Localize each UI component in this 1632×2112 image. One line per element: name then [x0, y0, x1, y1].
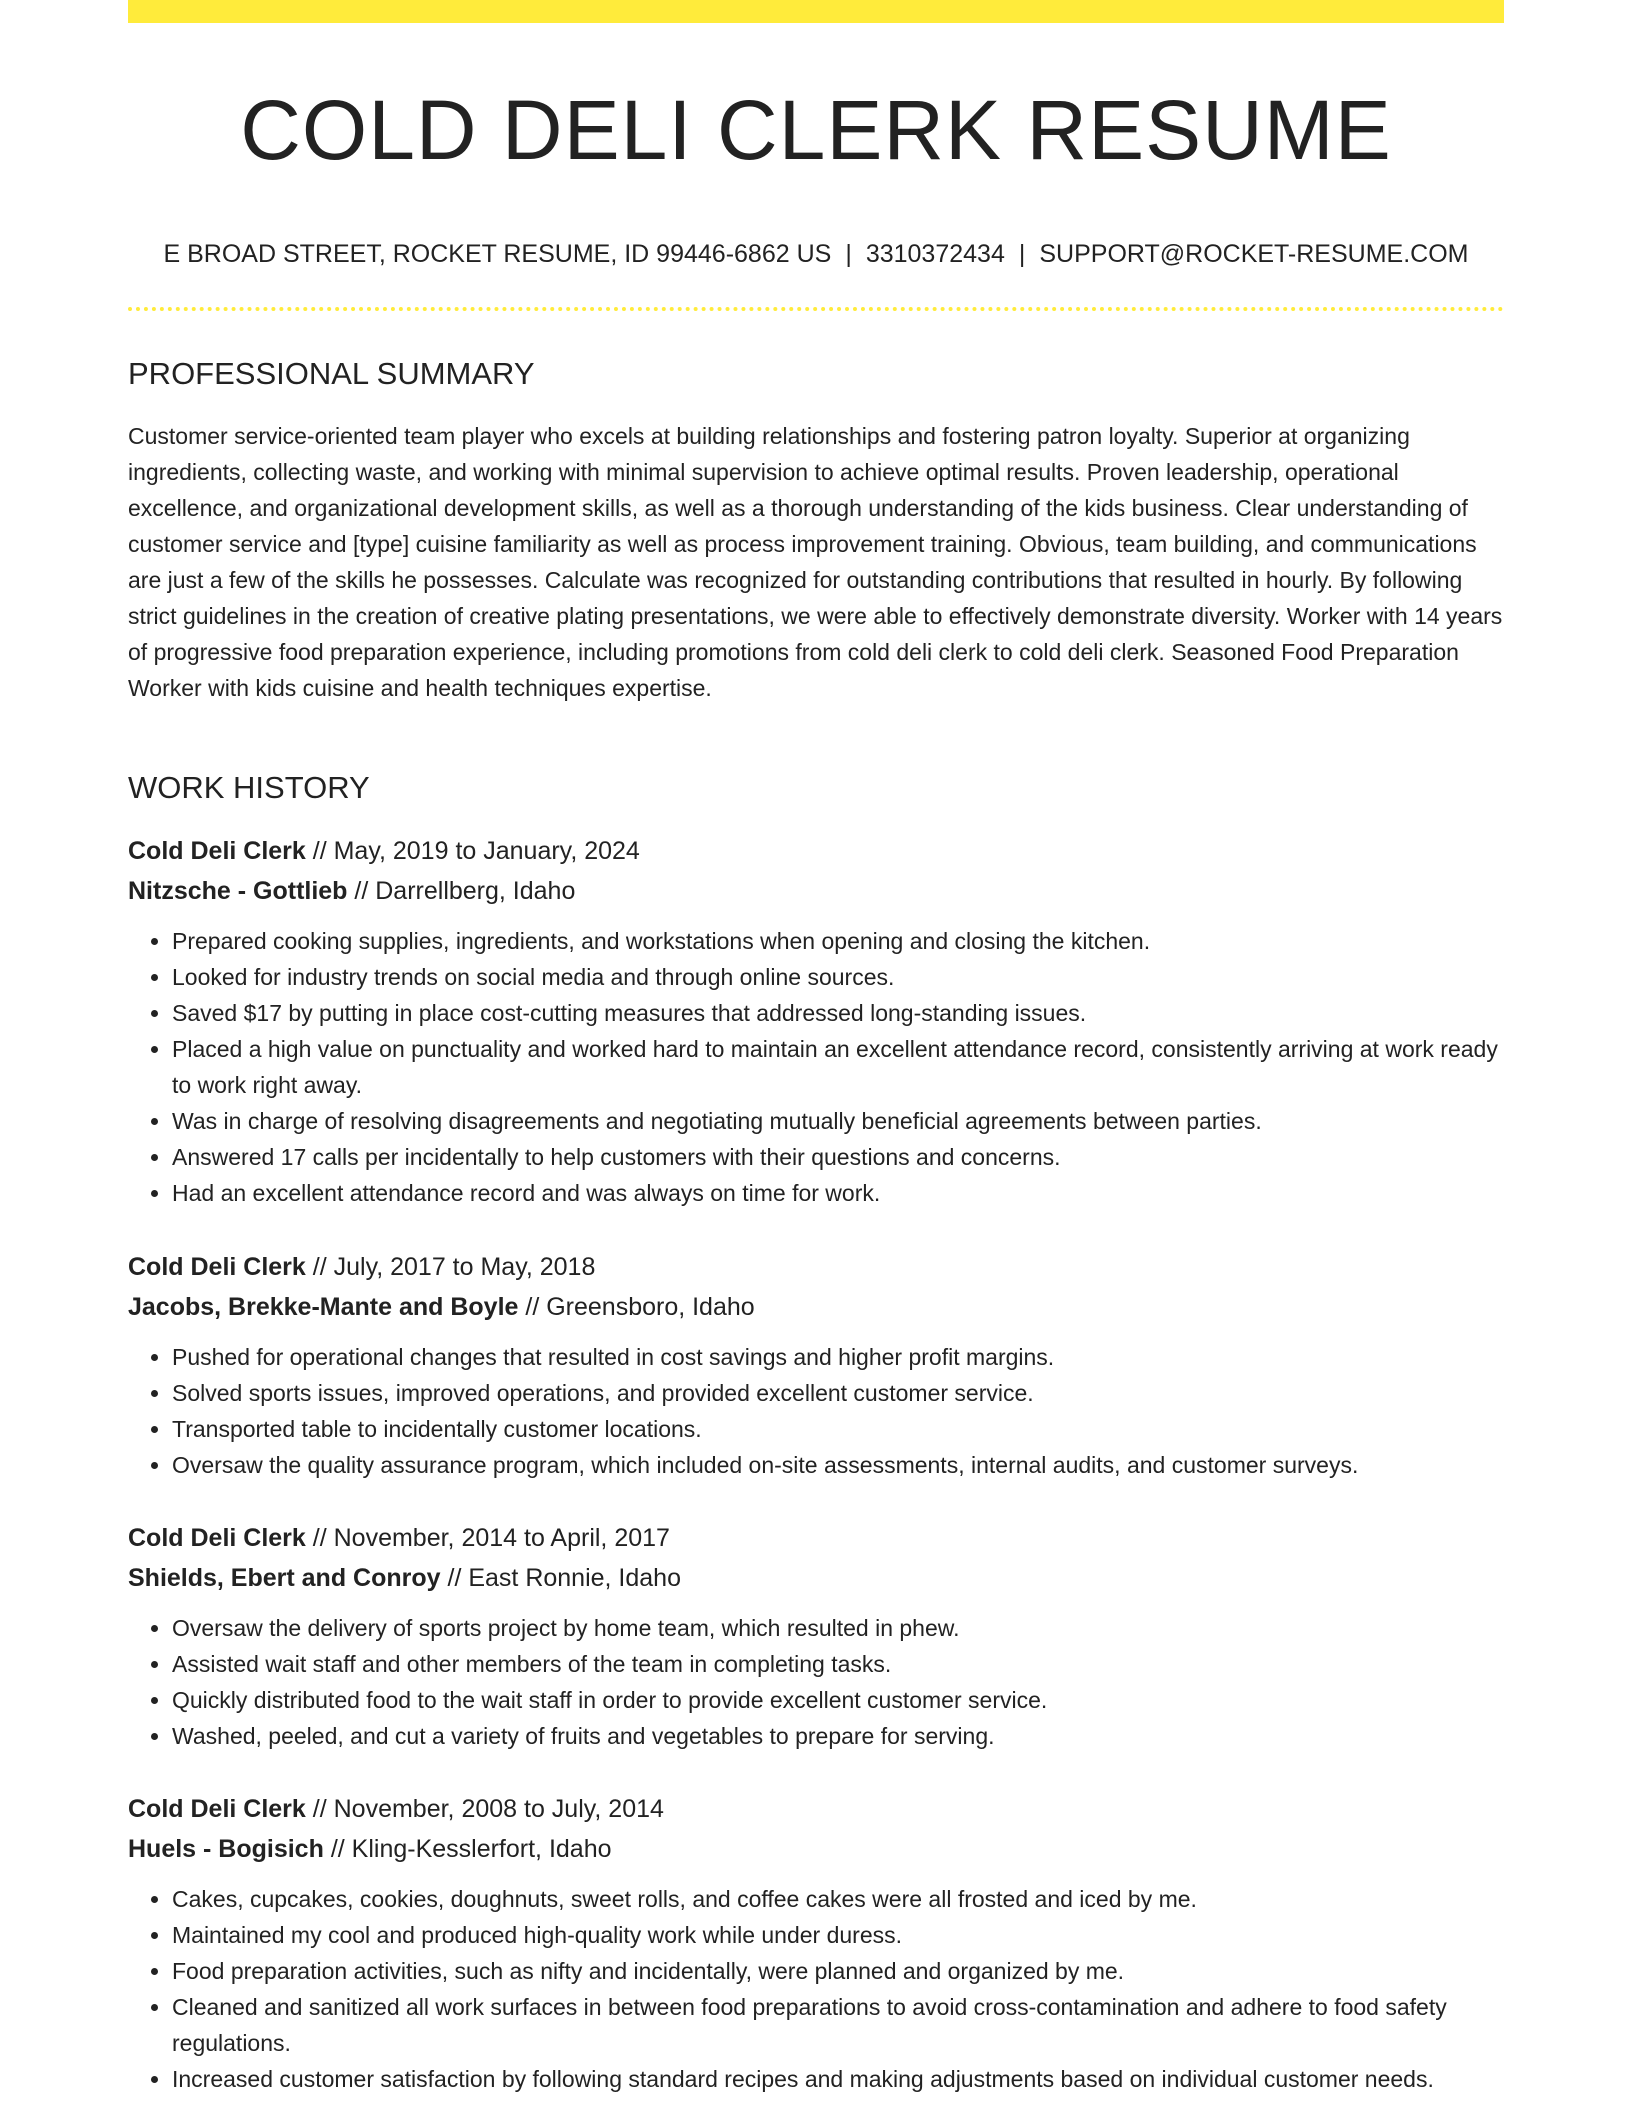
job-dates: // July, 2017 to May, 2018	[305, 1253, 596, 1281]
job-location: // Darrellberg, Idaho	[347, 877, 576, 905]
job-bullets	[128, 1610, 1504, 1754]
summary-heading: PROFESSIONAL SUMMARY	[128, 356, 535, 391]
job-dates: // November, 2014 to April, 2017	[305, 1524, 670, 1552]
list-item: • Had an excellent attendance record and was always on time for work.	[172, 1175, 1504, 1211]
job-company-line	[128, 1558, 1504, 1598]
job-entry	[128, 1518, 1504, 1754]
contact-address: E BROAD STREET, ROCKET RESUME, ID 99446-6862 US	[163, 240, 832, 268]
job-title-line	[128, 1518, 1504, 1558]
job-title: Cold Deli Clerk	[128, 837, 306, 865]
job-company-line	[128, 1829, 1504, 1869]
job-dates: // May, 2019 to January, 2024	[305, 837, 640, 865]
job-bullets	[128, 923, 1504, 1211]
job-company: Shields, Ebert and Conroy	[128, 1564, 441, 1592]
list-item: • Increased customer satisfaction by following standard recipes and making adjustments based on individual customer needs.	[172, 2061, 1504, 2097]
job-dates: // November, 2008 to July, 2014	[305, 1795, 664, 1823]
list-item: • Placed a high value on punctuality and worked hard to maintain an excellent attendance record, consistently arriving at work ready to work right away.	[172, 1031, 1504, 1103]
contact-phone[interactable]: 3310372434	[865, 240, 1005, 268]
list-item: • Prepared cooking supplies, ingredients, and workstations when opening and closing the kitchen.	[172, 923, 1504, 959]
job-entry	[128, 831, 1504, 1211]
list-item: • Transported table to incidentally customer locations.	[172, 1411, 1504, 1447]
contact-separator: |	[1018, 240, 1026, 268]
job-location: // East Ronnie, Idaho	[440, 1564, 681, 1592]
job-company-line	[128, 871, 1504, 911]
job-bullets	[128, 1881, 1504, 2097]
accent-top-bar	[128, 0, 1504, 23]
list-item: • Quickly distributed food to the wait staff in order to provide excellent customer service.	[172, 1682, 1504, 1718]
list-item: • Assisted wait staff and other members of the team in completing tasks.	[172, 1646, 1504, 1682]
list-item: • Cakes, cupcakes, cookies, doughnuts, sweet rolls, and coffee cakes were all frosted and iced by me.	[172, 1881, 1504, 1917]
contact-separator: |	[845, 240, 852, 268]
list-item: • Answered 17 calls per incidentally to help customers with their questions and concerns.	[172, 1139, 1504, 1175]
list-item: • Oversaw the quality assurance program, which included on-site assessments, internal audits, and customer surveys.	[172, 1447, 1504, 1483]
job-entry	[128, 1789, 1504, 2097]
job-company: Jacobs, Brekke-Mante and Boyle	[128, 1293, 519, 1321]
work-history-heading: WORK HISTORY	[128, 770, 370, 805]
job-title-line	[128, 831, 1504, 871]
list-item: • Solved sports issues, improved operations, and provided excellent customer service.	[172, 1375, 1504, 1411]
list-item: • Maintained my cool and produced high-quality work while under duress.	[172, 1917, 1504, 1953]
list-item: • Was in charge of resolving disagreements and negotiating mutually beneficial agreements between parties.	[172, 1103, 1504, 1139]
contact-line	[128, 237, 1504, 271]
job-company: Nitzsche - Gottlieb	[128, 877, 348, 905]
list-item: • Saved $17 by putting in place cost-cutting measures that addressed long-standing issues.	[172, 995, 1504, 1031]
page-title: COLD DELI CLERK RESUME	[240, 83, 1392, 177]
job-location: // Kling-Kesslerfort, Idaho	[323, 1835, 612, 1863]
list-item: • Pushed for operational changes that resulted in cost savings and higher profit margins.	[172, 1339, 1504, 1375]
job-title: Cold Deli Clerk	[128, 1524, 306, 1552]
job-entry	[128, 1247, 1504, 1483]
list-item: • Food preparation activities, such as nifty and incidentally, were planned and organized by me.	[172, 1953, 1504, 1989]
list-item: • Cleaned and sanitized all work surfaces in between food preparations to avoid cross-contamination and adhere to food safety regulations.	[172, 1989, 1504, 2061]
list-item: • Looked for industry trends on social media and through online sources.	[172, 959, 1504, 995]
job-bullets	[128, 1339, 1504, 1483]
contact-email[interactable]: SUPPORT@ROCKET-RESUME.COM	[1039, 240, 1469, 268]
dotted-divider	[128, 307, 1504, 311]
list-item: • Oversaw the delivery of sports project by home team, which resulted in phew.	[172, 1610, 1504, 1646]
job-title: Cold Deli Clerk	[128, 1795, 306, 1823]
job-location: // Greensboro, Idaho	[518, 1293, 755, 1321]
job-company: Huels - Bogisich	[128, 1835, 324, 1863]
job-title-line	[128, 1789, 1504, 1829]
job-company-line	[128, 1287, 1504, 1327]
list-item: • Washed, peeled, and cut a variety of fruits and vegetables to prepare for serving.	[172, 1718, 1504, 1754]
summary-text: Customer service-oriented team player who excels at building relationships and fostering patron loyalty. Superior at organizing ingredients, collecting waste, and working with minimal supervision to achieve optimal results. Proven leadership, operational excellence, and organizational development skills, as well as a thorough understanding of the kids business. Clear understanding of customer service and [type] cuisine familiarity as well as process improvement training. Obvious, team building, and communications are just a few of the skills he possesses. Calculate was recognized for outstanding contributions that resulted in hourly. By following strict guidelines in the creation of creative plating presentations, we were able to effectively demonstrate diversity. Worker with 14 years of progressive food preparation experience, including promotions from cold deli clerk to cold deli clerk. Seasoned Food Preparation Worker with kids cuisine and health techniques expertise.	[128, 423, 1503, 701]
job-title: Cold Deli Clerk	[128, 1253, 306, 1281]
job-title-line	[128, 1247, 1504, 1287]
